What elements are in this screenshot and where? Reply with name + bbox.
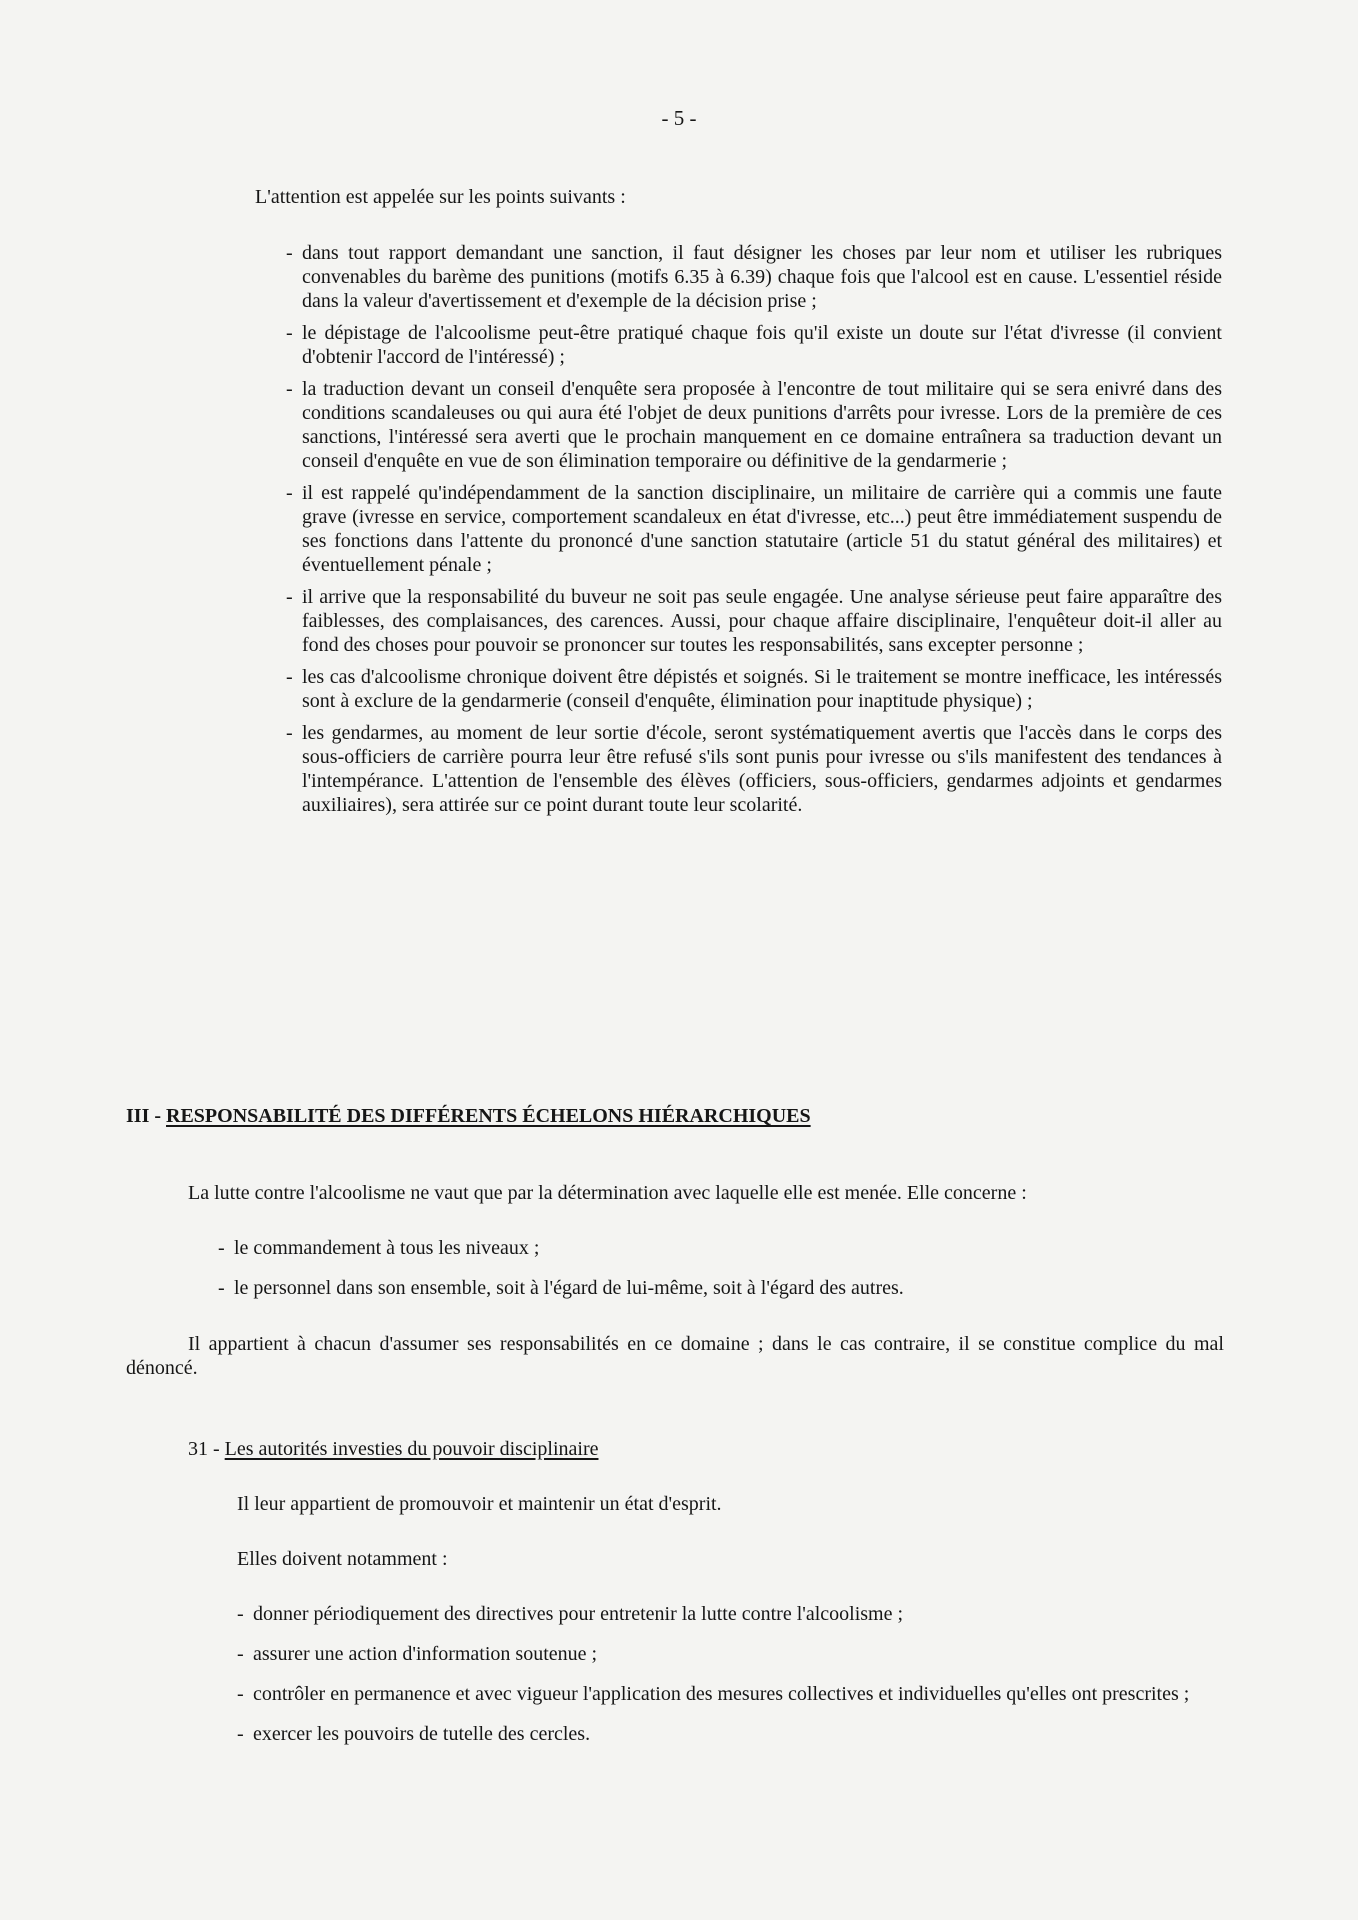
subsection-paragraph-2: Elles doivent notamment : [237,1548,448,1570]
section-intro: La lutte contre l'alcoolisme ne vaut que par la détermination avec laquelle elle est menée. Elle concerne : [188,1182,1027,1204]
list-item: - le personnel dans son ensemble, soit à l'égard de lui-même, soit à l'égard des autres. [218,1276,1218,1300]
section-heading: RESPONSABILITÉ DES DIFFÉRENTS ÉCHELONS HIÉRARCHIQUES [166,1105,811,1127]
list-item: - les gendarmes, au moment de leur sortie d'école, seront systématiquement avertis que l'accès dans le corps des sous-officiers de carrière pourra leur être refusé s'ils sont punis pour ivresse ou s'ils manifestent des tendances à l'intempérance. L'attention de l'ensemble des élèves (officiers, sous-officiers, gendarmes adjoints et gendarmes auxiliaires), sera attirée sur ce point durant toute leur scolarité. [286,721,1222,817]
list-item: - la traduction devant un conseil d'enquête sera proposée à l'encontre de tout militaire qui se sera enivré dans des conditions scandaleuses ou qui aura été l'objet de deux punitions d'arrêts pour ivresse. Lors de la première de ces sanctions, l'intéressé sera averti que le prochain manquement en ce domaine entraînera sa traduction devant un conseil d'enquête en vue de son élimination temporaire ou définitive de la gendarmerie ; [286,377,1222,473]
list-item: - il arrive que la responsabilité du buveur ne soit pas seule engagée. Une analyse sérieuse peut faire apparaître des faiblesses, des complaisances, des carences. Aussi, pour chaque affaire disciplinaire, l'enquêteur doit-il aller au fond des choses pour pouvoir se prononcer sur toutes les responsabilités, sans excepter personne ; [286,585,1222,657]
list-item: - contrôler en permanence et avec vigueur l'application des mesures collectives et individuelles qu'elles ont prescrites ; [237,1682,1222,1706]
page-number: - 5 - [661,106,697,130]
subsection-title [188,1437,598,1461]
list-item: - le commandement à tous les niveaux ; [218,1236,1218,1260]
list-item: - dans tout rapport demandant une sanction, il faut désigner les choses par leur nom et utiliser les rubriques convenables du barème des punitions (motifs 6.35 à 6.39) chaque fois que l'alcool est en cause. L'essentiel réside dans la valeur d'avertissement et d'exemple de la décision prise ; [286,241,1222,313]
subsection-heading: Les autorités investies du pouvoir disciplinaire [224,1438,599,1460]
subsection-paragraph-1: Il leur appartient de promouvoir et maintenir un état d'esprit. [237,1493,722,1515]
subsection-items [237,1602,1222,1746]
section-number: III - [126,1105,162,1127]
list-item: - assurer une action d'information soutenue ; [237,1642,1222,1666]
list-item: - les cas d'alcoolisme chronique doivent être dépistés et soignés. Si le traitement se montre inefficace, les intéressés sont à exclure de la gendarmerie (conseil d'enquête, élimination pour inaptitude physique) ; [286,665,1222,713]
points-list [286,241,1222,817]
list-item: - donner périodiquement des directives pour entretenir la lutte contre l'alcoolisme ; [237,1602,1222,1626]
list-item: - il est rappelé qu'indépendamment de la sanction disciplinaire, un militaire de carrière qui a commis une faute grave (ivresse en service, comportement scandaleux en état d'ivresse, etc...) peut être immédiatement suspendu de ses fonctions dans l'attente du prononcé d'une sanction statutaire (article 51 du statut général des militaires) et éventuellement pénale ; [286,481,1222,577]
section-closing: Il appartient à chacun d'assumer ses responsabilités en ce domaine ; dans le cas contraire, il se constitue complice du mal dénoncé. [126,1333,1224,1379]
section-title [126,1104,811,1128]
section-items [218,1236,1218,1300]
list-item: - exercer les pouvoirs de tutelle des cercles. [237,1722,1222,1746]
intro-paragraph: L'attention est appelée sur les points suivants : [255,186,626,208]
list-item: - le dépistage de l'alcoolisme peut-être pratiqué chaque fois qu'il existe un doute sur l'état d'ivresse (il convient d'obtenir l'accord de l'intéressé) ; [286,321,1222,369]
subsection-number: 31 - [188,1438,220,1460]
